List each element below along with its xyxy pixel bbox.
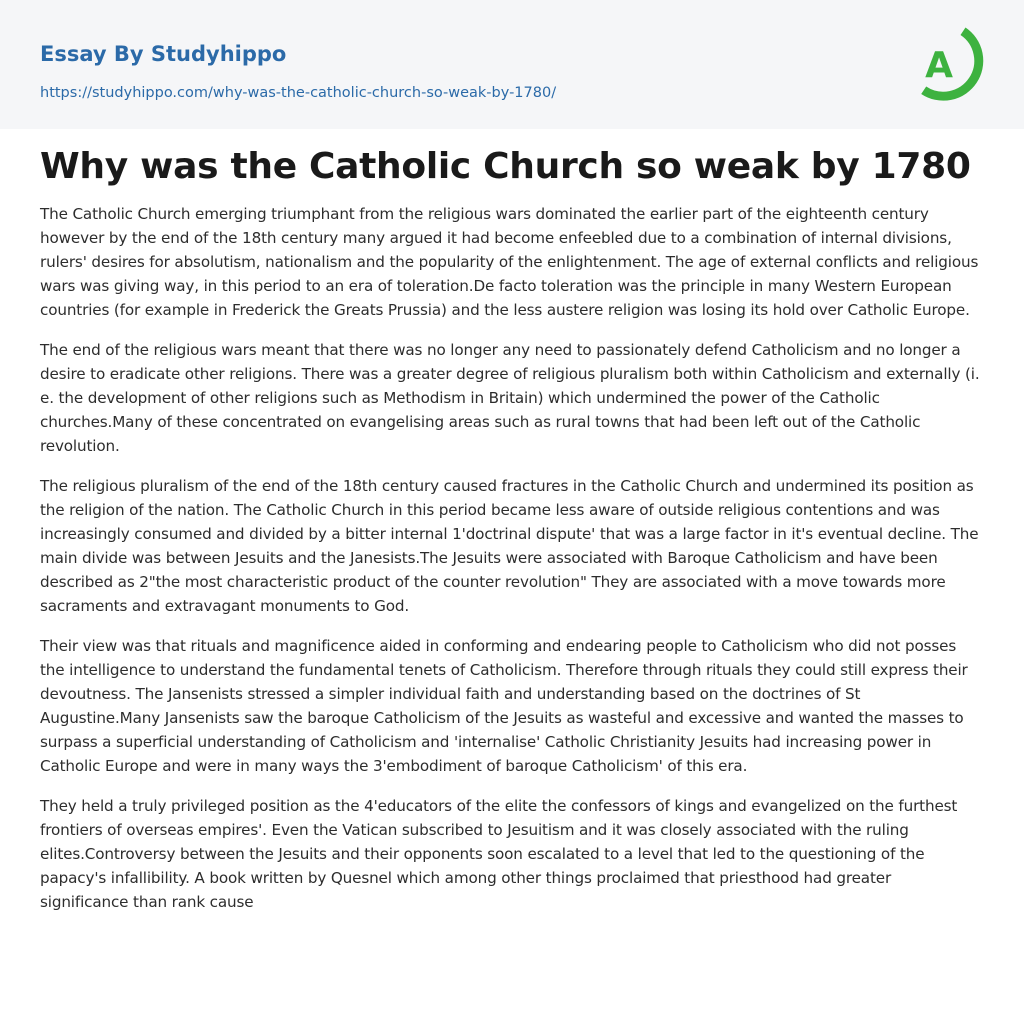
article-title: Why was the Catholic Church so weak by 1780 bbox=[40, 146, 971, 187]
studyhippo-a-logo-icon[interactable] bbox=[912, 18, 988, 106]
article bbox=[40, 142, 984, 930]
article-paragraph-4: Their view was that rituals and magnificence aided in conforming and endearing people to Catholicism who did not posses the intelligence to understand the fundamental tenets of Catholicism. Therefore through rituals they could still express their devoutness. The Jansenists stressed a simpler individual faith and understanding based on the doctrines of St Augustine.Many Jansenists saw the baroque Catholicism of the Jesuits as wasteful and excessive and wanted the masses to surpass a superficial understanding of Catholicism and 'internalise' Catholic Christianity Jesuits had increasing power in Catholic Europe and were in many ways the 3'embodiment of baroque Catholicism' of this era. bbox=[40, 637, 968, 775]
article-paragraph-3: The religious pluralism of the end of the 18th century caused fractures in the Catholic Church and undermined its position as the religion of the nation. The Catholic Church in this period became less aware of outside religious contentions and was increasingly consumed and divided by a bitter internal 1'doctrinal dispute' that was a large factor in it's eventual decline. The main divide was between Jesuits and the Janesists.The Jesuits were associated with Baroque Catholicism and have been described as 2"the most characteristic product of the counter revolution" They are associated with a move towards more sacraments and extravagant monuments to God. bbox=[40, 477, 979, 615]
logo-letter: A bbox=[925, 45, 953, 86]
article-paragraph-5: They held a truly privileged position as the 4'educators of the elite the confessors of kings and evangelized on the furthest frontiers of overseas empires'. Even the Vatican subscribed to Jesuitism and it was closely associated with the ruling elites.Controversy between the Jesuits and their opponents soon escalated to a level that led to the questioning of the papacy's infallibility. A book written by Quesnel which among other things proclaimed that priesthood had greater significance than rank cause bbox=[40, 797, 958, 911]
site-header bbox=[0, 0, 1024, 129]
article-paragraph-2: The end of the religious wars meant that there was no longer any need to passionately defend Catholicism and no longer a desire to eradicate other religions. There was a greater degree of religious pluralism both within Catholicism and externally (i. e. the development of other religions such as Methodism in Britain) which undermined the power of the Catholic churches.Many of these concentrated on evangelising areas such as rural towns that had been left out of the Catholic revolution. bbox=[40, 341, 980, 455]
essay-url-link[interactable]: https://studyhippo.com/why-was-the-catholic-church-so-weak-by-1780/ bbox=[40, 85, 557, 101]
site-name[interactable]: Essay By Studyhippo bbox=[40, 42, 287, 66]
article-paragraph-1: The Catholic Church emerging triumphant from the religious wars dominated the earlier part of the eighteenth century however by the end of the 18th century many argued it had become enfeebled due to a combination of internal divisions, rulers' desires for absolutism, nationalism and the popularity of the enlightenment. The age of external conflicts and religious wars was giving way, in this period to an era of toleration.De facto toleration was the principle in many Western European countries (for example in Frederick the Greats Prussia) and the less austere religion was losing its hold over Catholic Europe. bbox=[40, 205, 979, 319]
